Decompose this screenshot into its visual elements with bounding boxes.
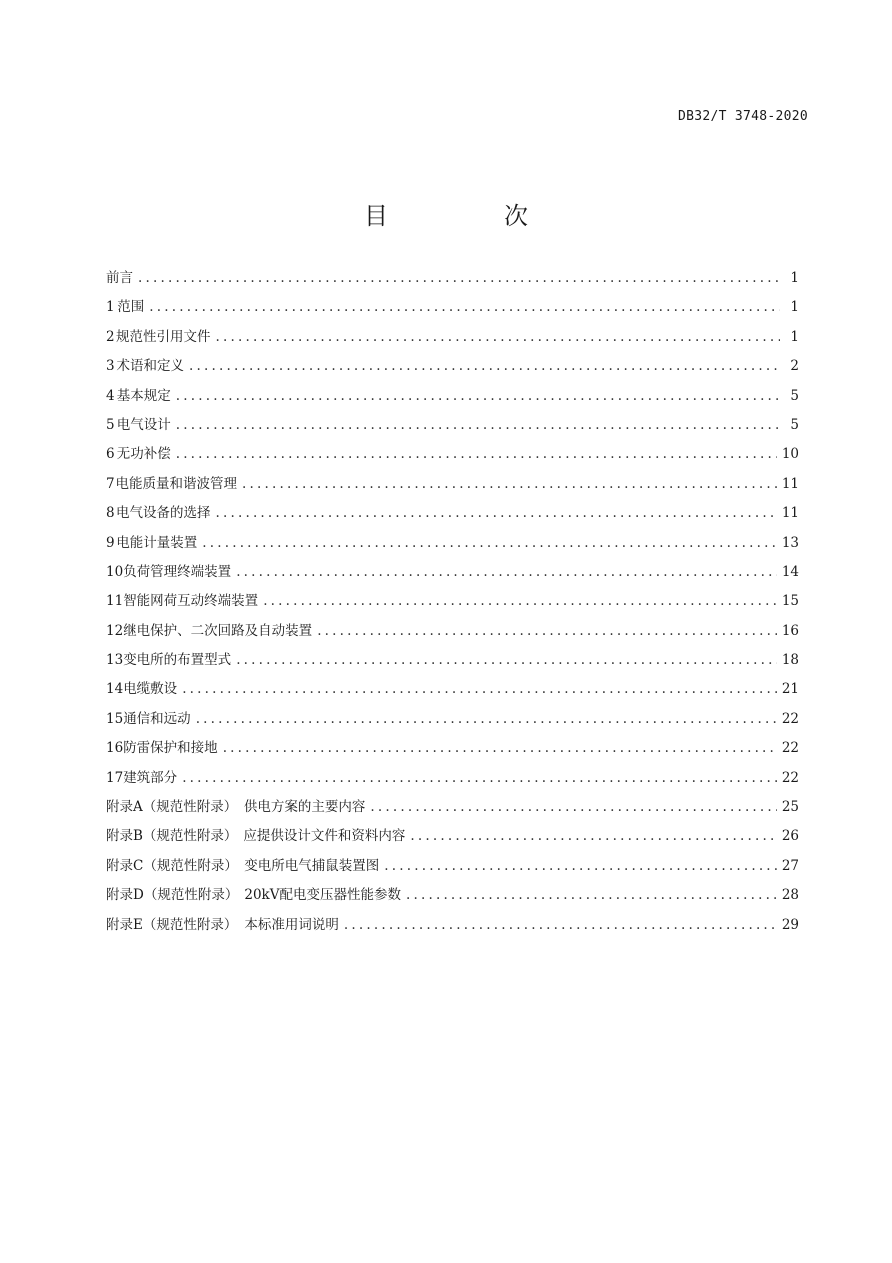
toc-appendix-entry[interactable] (106, 824, 799, 853)
toc-entry-number: 1 (106, 299, 115, 316)
toc-entry-number: 11 (106, 593, 124, 610)
toc-entry[interactable] (106, 472, 799, 501)
toc-entry-label: 电气设计 (116, 416, 171, 433)
toc-entry-page: 13 (781, 534, 799, 551)
toc-leader-dots (182, 770, 777, 786)
toc-entry-page: 1 (790, 328, 799, 345)
toc-entry-number: 3 (106, 358, 115, 375)
toc-entry-number: 4 (106, 387, 115, 404)
toc-entry-number: 17 (106, 769, 124, 786)
toc-appendix-page: 25 (781, 799, 799, 816)
toc-leader-dots (223, 740, 777, 756)
toc-appendix-prefix: 附录A（规范性附录） (106, 799, 238, 816)
toc-entry-page: 2 (790, 358, 799, 375)
toc-leader-dots (215, 505, 776, 521)
toc-entry-label: 电能计量装置 (116, 534, 198, 551)
toc-entry-page: 11 (781, 505, 799, 522)
toc-entry-page: 21 (781, 681, 799, 698)
toc-entry-label: 防雷保护和接地 (123, 740, 218, 757)
toc-leader-dots (370, 799, 776, 815)
toc-leader-dots (344, 917, 777, 933)
toc-entry-page: 1 (790, 299, 799, 316)
toc-leader-dots (216, 329, 780, 345)
toc-entry-label: 范围 (117, 299, 145, 316)
toc-leader-dots (196, 711, 777, 727)
toc-entry-label: 电能质量和谐波管理 (115, 475, 238, 492)
toc-entry-label: 规范性引用文件 (116, 328, 211, 345)
toc-appendix-page: 27 (781, 857, 799, 874)
toc-leader-dots (317, 623, 777, 639)
toc-leader-dots (236, 564, 777, 580)
toc-entry[interactable] (106, 501, 799, 530)
toc-entry-number: 7 (106, 475, 115, 492)
toc-entry-label: 通信和远动 (123, 710, 191, 727)
toc-entry-label: 智能网荷互动终端装置 (123, 593, 259, 610)
toc-entry[interactable] (106, 325, 799, 354)
toc-entry-number: 10 (106, 563, 124, 580)
toc-entry[interactable] (106, 266, 799, 295)
toc-entry[interactable] (106, 442, 799, 471)
toc-title: 目 次 (364, 202, 574, 230)
toc-entry[interactable] (106, 619, 799, 648)
toc-entry-label: 建筑部分 (123, 769, 178, 786)
toc-entry-page: 14 (781, 563, 799, 580)
toc-leader-dots (182, 681, 777, 697)
toc-entry-page: 11 (781, 475, 799, 492)
toc-entry-page: 10 (781, 446, 799, 463)
toc-appendix-label: 应提供设计文件和资料内容 (243, 828, 406, 845)
toc-entry-number: 8 (106, 505, 115, 522)
toc-entry[interactable] (106, 766, 799, 795)
toc-entry-number: 15 (106, 710, 124, 727)
toc-appendix-label: 供电方案的主要内容 (243, 799, 366, 816)
toc-entry-label: 基本规定 (116, 387, 171, 404)
toc-entry-page: 5 (790, 416, 799, 433)
toc-appendix-entry[interactable] (106, 913, 799, 942)
toc-entry-number: 16 (106, 740, 124, 757)
toc-entry[interactable] (106, 648, 799, 677)
toc-entry-page: 18 (781, 652, 799, 669)
toc-entry[interactable] (106, 560, 799, 589)
toc-entry-number: 6 (106, 446, 115, 463)
toc-entry-label: 变电所的布置型式 (123, 652, 232, 669)
toc-entry-number: 12 (106, 622, 124, 639)
toc-appendix-page: 26 (781, 828, 799, 845)
toc-entry-label: 无功补偿 (116, 446, 171, 463)
toc-appendix-page: 28 (781, 887, 799, 904)
toc-entry-page: 15 (781, 593, 799, 610)
toc-entry-label: 前言 (106, 270, 133, 286)
toc-leader-dots (236, 652, 777, 668)
toc-entry[interactable] (106, 295, 799, 324)
toc-entry[interactable] (106, 736, 799, 765)
toc-entry[interactable] (106, 384, 799, 413)
toc-entry-page: 22 (781, 710, 799, 727)
toc-entry-page: 5 (790, 387, 799, 404)
toc-leader-dots (176, 417, 780, 433)
toc-leader-dots (263, 593, 777, 609)
toc-entry-label: 电缆敷设 (123, 681, 178, 698)
document-id: DB32/T 3748-2020 (677, 109, 808, 124)
toc-entry-label: 负荷管理终端装置 (123, 563, 232, 580)
toc-entry-number: 14 (106, 681, 124, 698)
toc-entry[interactable] (106, 589, 799, 618)
toc-appendix-prefix: 附录B（规范性附录） (106, 828, 238, 845)
toc-leader-dots (406, 887, 777, 903)
toc-appendix-entry[interactable] (106, 795, 799, 824)
toc-leader-dots (176, 446, 777, 462)
toc-leader-dots (189, 358, 780, 374)
toc-appendix-label: 20kV配电变压器性能参数 (244, 887, 401, 904)
toc-appendix-prefix: 附录D（规范性附录） (106, 887, 239, 904)
toc-entry[interactable] (106, 677, 799, 706)
table-of-contents (106, 266, 799, 942)
toc-appendix-entry[interactable] (106, 883, 799, 912)
toc-entry-page: 1 (790, 270, 799, 286)
toc-leader-dots (242, 476, 777, 492)
toc-leader-dots (410, 828, 776, 844)
toc-entry-number: 5 (106, 416, 115, 433)
toc-entry[interactable] (106, 354, 799, 383)
toc-entry[interactable] (106, 413, 799, 442)
toc-leader-dots (138, 270, 780, 286)
toc-appendix-page: 29 (781, 916, 799, 933)
toc-entry-number: 9 (106, 534, 115, 551)
toc-leader-dots (384, 858, 777, 874)
toc-entry-label: 继电保护、二次回路及自动装置 (123, 622, 313, 639)
toc-entry-label: 电气设备的选择 (115, 505, 211, 522)
toc-appendix-label: 变电所电气捕鼠装置图 (244, 857, 380, 874)
toc-entry-page: 16 (781, 622, 799, 639)
toc-entry-page: 22 (781, 769, 799, 786)
toc-entry[interactable] (106, 707, 799, 736)
toc-leader-dots (202, 535, 777, 551)
toc-entry[interactable] (106, 531, 799, 560)
toc-entry-number: 13 (106, 652, 124, 669)
toc-entry-page: 22 (781, 740, 799, 757)
toc-entry-label: 术语和定义 (116, 358, 185, 375)
toc-appendix-prefix: 附录C（规范性附录） (106, 857, 238, 874)
toc-appendix-prefix: 附录E（规范性附录） (106, 916, 238, 933)
toc-appendix-label: 本标准用词说明 (244, 916, 339, 933)
toc-leader-dots (149, 299, 780, 315)
toc-appendix-entry[interactable] (106, 854, 799, 883)
toc-entry-number: 2 (106, 328, 115, 345)
toc-leader-dots (176, 388, 780, 404)
